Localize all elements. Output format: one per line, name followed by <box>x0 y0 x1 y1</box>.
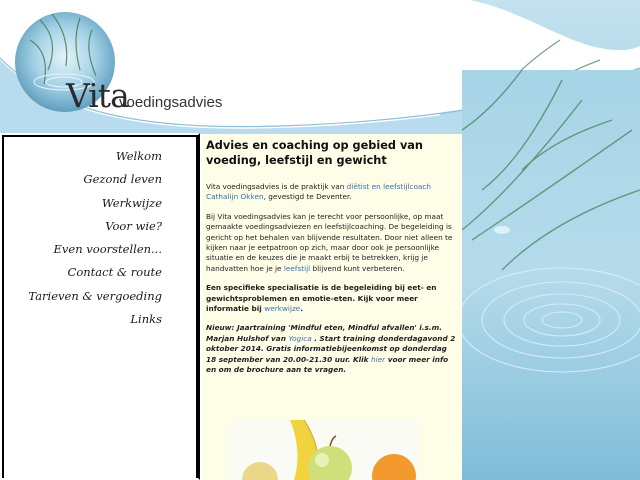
intro-text-end: , gevestigd te Deventer. <box>263 192 352 202</box>
hier-link[interactable]: hier <box>371 354 386 364</box>
description-text-end: blijvend kunt verbeteren. <box>310 263 405 273</box>
news-text: Nieuw: Jaartraining 'Mindful eten, Mindful afvallen' i.s.m. Marjan Hulshof van <box>206 323 443 343</box>
nav-item-werkwijze[interactable]: Werkwijze <box>101 195 162 210</box>
water-background-image <box>462 70 640 480</box>
intro-paragraph <box>206 182 457 203</box>
brand-name: Vita <box>66 76 129 115</box>
leefstijl-link[interactable]: leefstijl <box>283 263 311 273</box>
nav-item-even-voorstellen[interactable]: Even voorstellen... <box>53 242 162 257</box>
yogica-link[interactable]: Yogica <box>288 333 312 343</box>
intro-text: Vita voedingsadvies is de praktijk van <box>206 182 347 191</box>
specialisation-text-end: . <box>300 304 304 314</box>
nav-item-tarieven-vergoeding[interactable]: Tarieven & vergoeding <box>28 288 162 303</box>
brand-tagline: voedingsadvies <box>119 94 223 111</box>
specialisation-text: Een specifieke specialisatie is de begeleiding bij eet- en gewichtsproblemen en emotie-eten. Kijk voor meer informatie bij <box>206 283 437 314</box>
news-text-3: voor meer info en om de brochure aan te vragen. <box>206 354 449 375</box>
werkwijze-link[interactable]: werkwijze <box>264 304 301 314</box>
nav-item-contact-route[interactable]: Contact & route <box>67 265 162 280</box>
news-paragraph <box>206 323 457 375</box>
main-navigation <box>0 133 200 480</box>
specialisation-paragraph <box>206 283 457 314</box>
news-text-2: . Start training donderdagavond 2 oktober 2014. Gratis informatiebijeenkomst op donderdag 18 september van 20.00-21.30 uur. Klik <box>206 333 456 364</box>
dietist-link[interactable]: diëtist en leefstijlcoach Cathalijn Okken <box>206 182 432 202</box>
page-title: Advies en coaching op gebied van voeding, leefstijl en gewicht <box>206 139 423 167</box>
fruit-photo <box>230 420 418 480</box>
nav-item-voor-wie[interactable]: Voor wie? <box>105 218 162 233</box>
main-content <box>202 134 461 480</box>
description-paragraph <box>206 212 457 274</box>
nav-item-gezond-leven[interactable]: Gezond leven <box>83 172 162 187</box>
description-text: Bij Vita voedingsadvies kan je terecht voor persoonlijke, op maat gemaakte voedingsadviezen en leefstijlcoaching. De begeleiding is gericht op het behalen van blijvende resultaten. Door niet alleen te kijken naar je eetpatroon op zich, maar door ook je persoonlijke situatie en de keuzes die je maakt erbij te betrekken, krijg je handvatten hoe je je <box>206 211 453 273</box>
nav-item-links[interactable]: Links <box>130 312 162 327</box>
nav-item-welkom[interactable]: Welkom <box>115 149 162 163</box>
